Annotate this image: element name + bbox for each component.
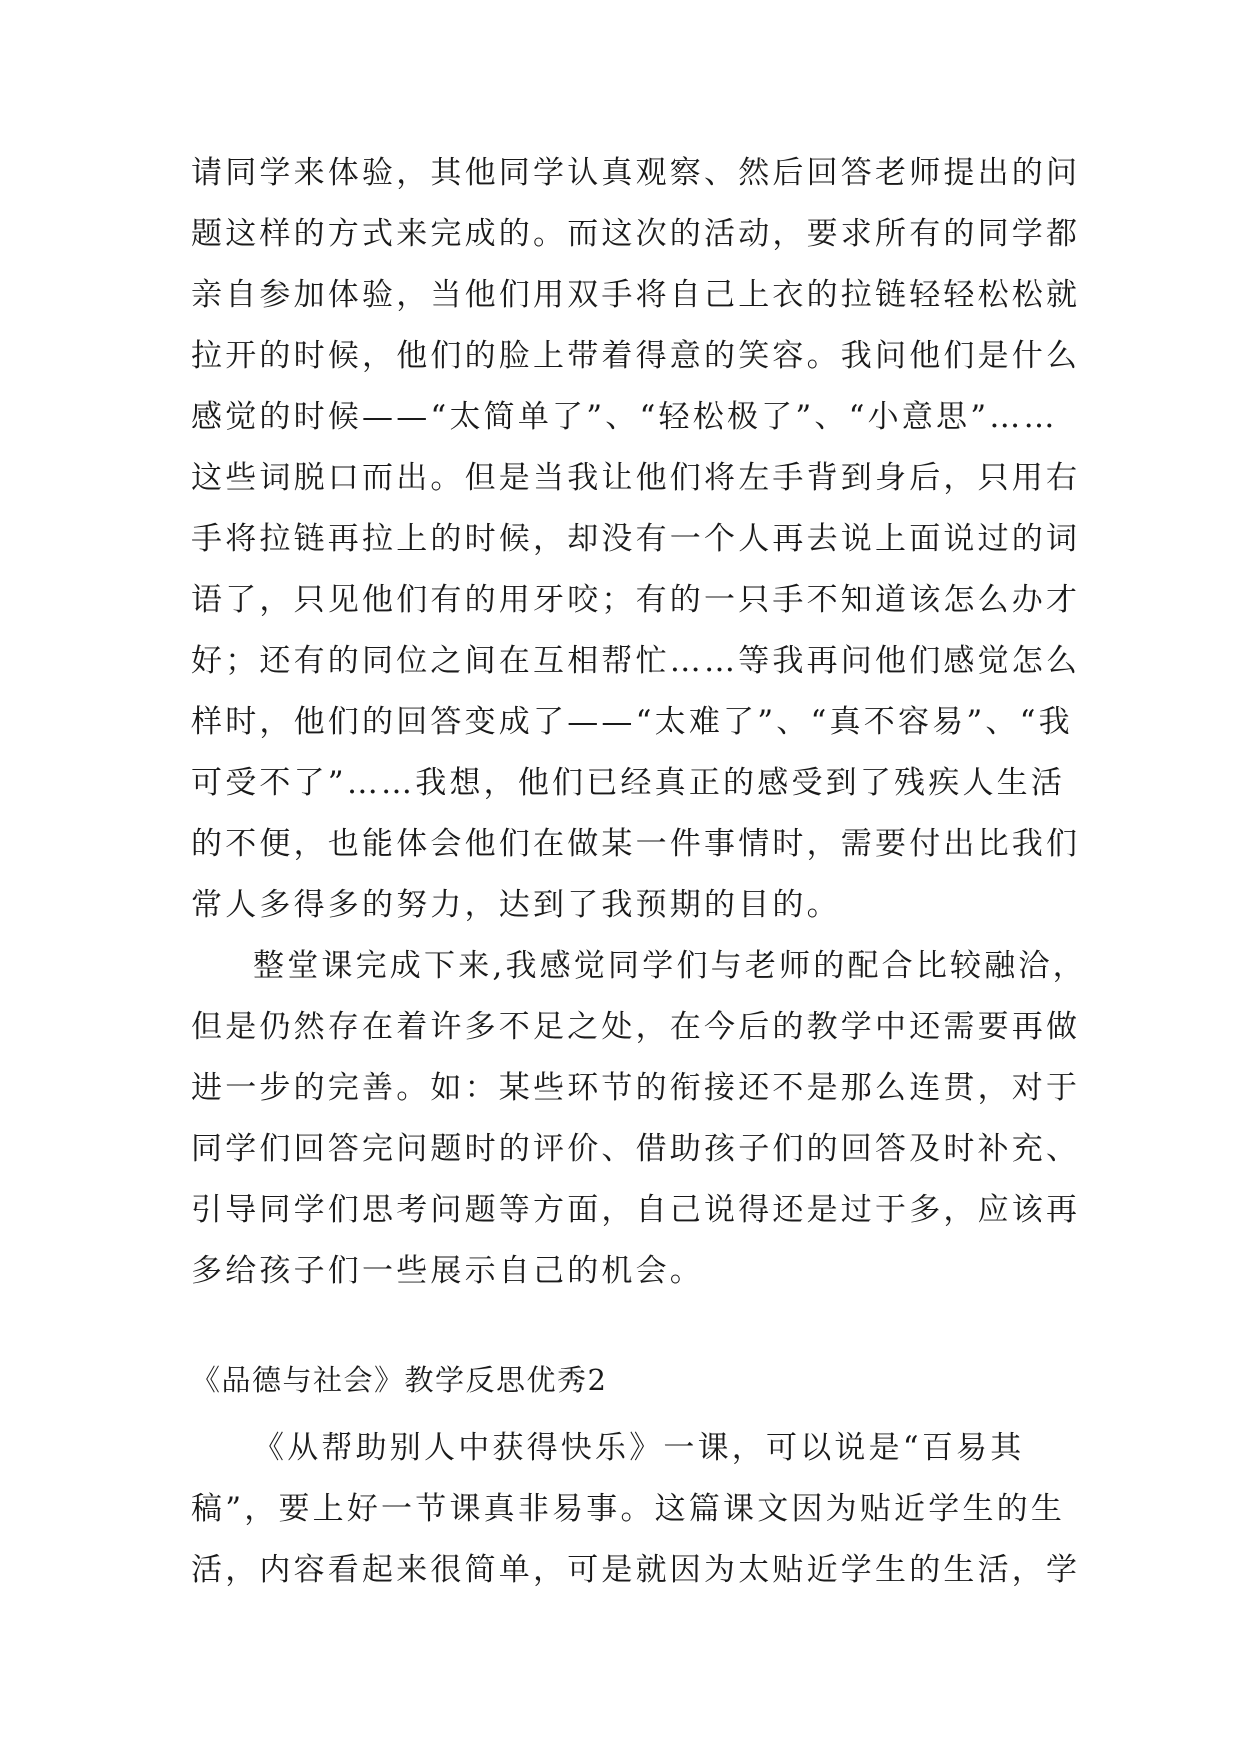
paragraph-line: 整堂课完成下来,我感觉同学们与老师的配合比较融洽， [253,948,1087,984]
section-heading: 《品德与社会》教学反思优秀2 [191,1363,608,1397]
paragraph-line: 好；还有的同位之间在互相帮忙……等我再问他们感觉怎么 [191,643,1081,679]
paragraph-line: 语了，只见他们有的用牙咬；有的一只手不知道该怎么办才 [191,582,1081,618]
paragraph-line: 手将拉链再拉上的时候，却没有一个人再去说上面说过的词 [191,521,1081,557]
paragraph-line: 多给孩子们一些展示自己的机会。 [191,1253,704,1289]
paragraph-line: 题这样的方式来完成的。而这次的活动，要求所有的同学都 [191,216,1081,252]
paragraph-line: 活，内容看起来很简单，可是就因为太贴近学生的生活，学 [191,1552,1081,1588]
paragraph-line: 《从帮助别人中获得快乐》一课，可以说是“百易其 [253,1430,1025,1466]
paragraph-line: 进一步的完善。如：某些环节的衔接还不是那么连贯，对于 [191,1070,1081,1106]
paragraph-line: 可受不了”……我想，他们已经真正的感受到了残疾人生活 [191,765,1066,801]
paragraph-line: 常人多得多的努力，达到了我预期的目的。 [191,887,841,923]
paragraph-line: 但是仍然存在着许多不足之处，在今后的教学中还需要再做 [191,1009,1081,1045]
paragraph-line: 同学们回答完问题时的评价、借助孩子们的回答及时补充、 [191,1131,1081,1167]
paragraph-line: 样时，他们的回答变成了——“太难了”、“真不容易”、“我 [191,704,1073,740]
paragraph-line: 稿”，要上好一节课真非易事。这篇课文因为贴近学生的生 [191,1491,1066,1527]
paragraph-line: 这些词脱口而出。但是当我让他们将左手背到身后，只用右 [191,460,1081,496]
paragraph-line: 的不便，也能体会他们在做某一件事情时，需要付出比我们 [191,826,1081,862]
paragraph-line: 感觉的时候——“太简单了”、“轻松极了”、“小意思”…… [191,399,1058,435]
paragraph-line: 亲自参加体验，当他们用双手将自己上衣的拉链轻轻松松就 [191,277,1081,313]
paragraph-line: 请同学来体验，其他同学认真观察、然后回答老师提出的问 [191,155,1081,191]
paragraph-line: 引导同学们思考问题等方面，自己说得还是过于多，应该再 [191,1192,1081,1228]
paragraph-line: 拉开的时候，他们的脸上带着得意的笑容。我问他们是什么 [191,338,1081,374]
